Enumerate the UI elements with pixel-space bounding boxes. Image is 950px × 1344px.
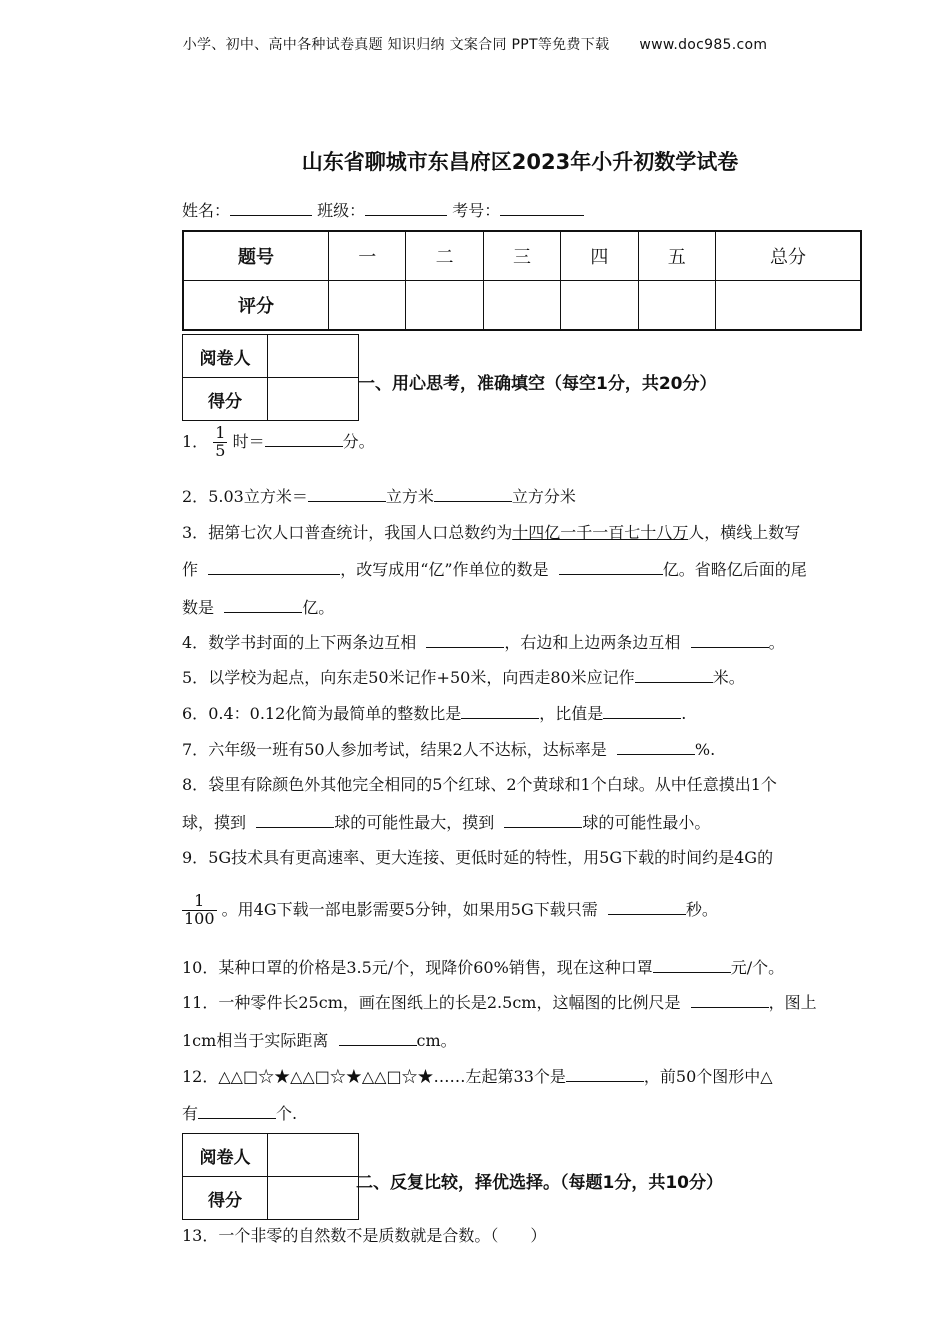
exam-no-label: 考号： [452,201,501,220]
q3-underlined-number: 十四亿一千一百七十八万 [512,523,689,542]
score-table [182,230,862,331]
grader-table-1 [182,334,359,421]
q9-text-a: 5G技术具有更高速率、更大连接、更低时延的特性，用5G下载的时间约是4G的 [208,848,774,867]
question-13 [182,1223,546,1246]
q5-number: 5． [182,668,209,687]
q8-text-a: 袋里有除颜色外其他完全相同的5个红球、2个黄球和1个白球。从中任意摸出1个 [208,775,777,794]
question-9-line-2 [182,893,718,928]
q1-text-a: 时＝ [232,431,265,451]
q10-blank[interactable] [653,958,731,973]
q1-numerator: 1 [215,423,226,442]
q4-text-c: 。 [768,633,785,652]
grader-table-2 [182,1133,359,1220]
question-11-line-1 [182,990,817,1013]
score-header-cell: 题号 [183,231,329,281]
q8-blank-2[interactable] [504,813,582,828]
q9-text-c: 秒。 [685,899,718,919]
question-3-line-1 [182,520,800,543]
q6-text-a: 0.4：0.12化简为最简单的整数比是 [208,704,462,723]
q1-blank[interactable] [265,432,343,447]
q3-text-b: 人，横线上数写 [688,523,801,542]
score-header-cell: 总分 [715,231,861,281]
question-10 [182,955,784,978]
section-2-heading: 二、反复比较，择优选择。（每题1分，共10分） [356,1173,723,1193]
q13-number: 13． [182,1226,219,1245]
q4-blank-1[interactable] [426,633,504,648]
q12-text-d: 个. [276,1104,298,1123]
exam-no-blank[interactable] [500,201,584,216]
q11-number: 11． [182,993,219,1012]
q3-text-d: ，改写成用“亿”作单位的数是 [340,560,549,579]
q8-blank-1[interactable] [256,813,334,828]
q1-fraction [213,425,227,460]
q6-blank-1[interactable] [461,704,539,719]
q10-text-b: 元/个。 [730,958,785,977]
score-header-cell: 一 [329,231,406,281]
question-3-line-2 [182,557,807,580]
q12-blank-1[interactable] [566,1067,644,1082]
question-8-line-2 [182,810,710,833]
q8-number: 8． [182,775,209,794]
q12-text-b: ，前50个图形中△ [643,1067,773,1086]
page-header [0,34,950,54]
q12-blank-2[interactable] [198,1104,276,1119]
score-header-cell: 三 [483,231,560,281]
score-value-cell[interactable] [406,281,483,331]
reader-label: 阅卷人 [183,1134,268,1177]
question-1 [182,425,375,460]
question-3-line-3 [182,595,334,618]
q2-text-c: 立方分米 [511,487,576,506]
reader-cell[interactable] [268,1134,359,1177]
q7-blank[interactable] [617,740,695,755]
score-value-cell[interactable] [561,281,638,331]
q3-text-c: 作 [182,560,199,579]
q6-blank-2[interactable] [603,704,681,719]
score-cell[interactable] [268,1177,359,1220]
q10-number: 10． [182,958,219,977]
q6-text-b: ，比值是 [539,704,604,723]
score-table-header-row [183,231,861,281]
q3-blank-1[interactable] [208,560,340,575]
q12-number: 12． [182,1067,219,1086]
q7-number: 7． [182,740,209,759]
question-6 [182,701,686,724]
q9-fraction [182,893,217,928]
question-9-line-1 [182,845,773,868]
q2-blank-2[interactable] [434,487,512,502]
q11-text-a: 一种零件长25cm，画在图纸上的长是2.5cm，这幅图的比例尺是 [218,993,681,1012]
q11-blank-1[interactable] [691,993,769,1008]
score-value-cell[interactable] [329,281,406,331]
q6-number: 6． [182,704,209,723]
q7-text-b: %. [694,740,716,759]
q8-text-d: 球的可能性最小。 [582,813,711,832]
q11-text-c: 1cm相当于实际距离 [182,1031,329,1050]
q3-blank-3[interactable] [224,598,302,613]
q10-text-a: 某种口罩的价格是3.5元/个，现降价60%销售，现在这种口罩 [218,958,653,977]
reader-cell[interactable] [268,335,359,378]
q13-text-a[interactable]: 一个非零的自然数不是质数就是合数。（ ） [218,1226,547,1245]
question-12-line-2 [182,1101,297,1124]
student-info [182,198,584,221]
q8-text-c: 球的可能性最大，摸到 [334,813,495,832]
score-value-cell[interactable] [483,281,560,331]
class-label: 班级： [317,201,366,220]
q1-number: 1． [182,431,209,451]
name-label: 姓名： [182,201,231,220]
score-value-cell[interactable] [715,281,861,331]
q2-number: 2． [182,487,209,506]
score-table-value-row [183,281,861,331]
question-12-line-1 [182,1064,773,1087]
q2-text-a: 5.03立方米＝ [208,487,308,506]
q12-text-c: 有 [182,1104,199,1123]
header-site[interactable]: www.doc985.com [639,37,768,53]
q2-blank-1[interactable] [308,487,386,502]
q9-denominator: 100 [184,908,215,928]
score-row-label: 评分 [183,281,329,331]
score-cell[interactable] [268,378,359,421]
name-blank[interactable] [230,201,312,216]
q9-numerator: 1 [194,891,205,910]
class-blank[interactable] [365,201,447,216]
q11-text-d: cm。 [416,1031,457,1050]
q7-text-a: 六年级一班有50人参加考试，结果2人不达标，达标率是 [208,740,607,759]
score-header-cell: 二 [406,231,483,281]
question-8-line-1 [182,772,777,795]
q9-number: 9． [182,848,209,867]
q3-text-f: 数是 [182,598,215,617]
q1-denominator: 5 [215,440,226,460]
q3-text-e: 亿。省略亿后面的尾 [662,560,807,579]
header-text: 小学、初中、高中各种试卷真题 知识归纳 文案合同 PPT等免费下载 [182,37,610,53]
score-value-cell[interactable] [638,281,715,331]
q1-text-b: 分。 [342,431,375,451]
q3-text-a: 据第七次人口普查统计，我国人口总数约为 [208,523,513,542]
q3-blank-2[interactable] [559,560,663,575]
q3-text-g: 亿。 [302,598,335,617]
score-label: 得分 [183,1177,268,1220]
score-header-cell: 四 [561,231,638,281]
q4-number: 4． [182,633,209,652]
question-5 [182,665,745,688]
question-11-line-2 [182,1028,457,1051]
page-title: 山东省聊城市东昌府区2023年小升初数学试卷 [301,150,739,174]
question-7 [182,737,715,760]
q5-text-a: 以学校为起点，向东走50米记作+50米，向西走80米应记作 [208,668,635,687]
q6-text-c: . [681,704,687,723]
q11-text-b: ，图上 [768,993,817,1012]
q4-text-a: 数学书封面的上下两条边互相 [208,633,417,652]
score-header-cell: 五 [638,231,715,281]
q11-blank-2[interactable] [339,1031,417,1046]
question-2 [182,484,576,507]
q8-text-b: 球，摸到 [182,813,247,832]
q2-text-b: 立方米 [385,487,434,506]
section-1-heading: 一、用心思考，准确填空（每空1分，共20分） [358,374,717,394]
q9-blank[interactable] [608,900,686,915]
score-label: 得分 [183,378,268,421]
q5-text-b: 米。 [712,668,745,687]
q9-text-b: 。用4G下载一部电影需要5分钟，如果用5G下载只需 [221,899,598,919]
question-4 [182,630,785,653]
q4-blank-2[interactable] [691,633,769,648]
q4-text-b: ，右边和上边两条边互相 [504,633,681,652]
q5-blank[interactable] [635,668,713,683]
q3-number: 3． [182,523,209,542]
reader-label: 阅卷人 [183,335,268,378]
q12-text-a: △△□☆★△△□☆★△△□☆★……左起第33个是 [218,1067,566,1086]
